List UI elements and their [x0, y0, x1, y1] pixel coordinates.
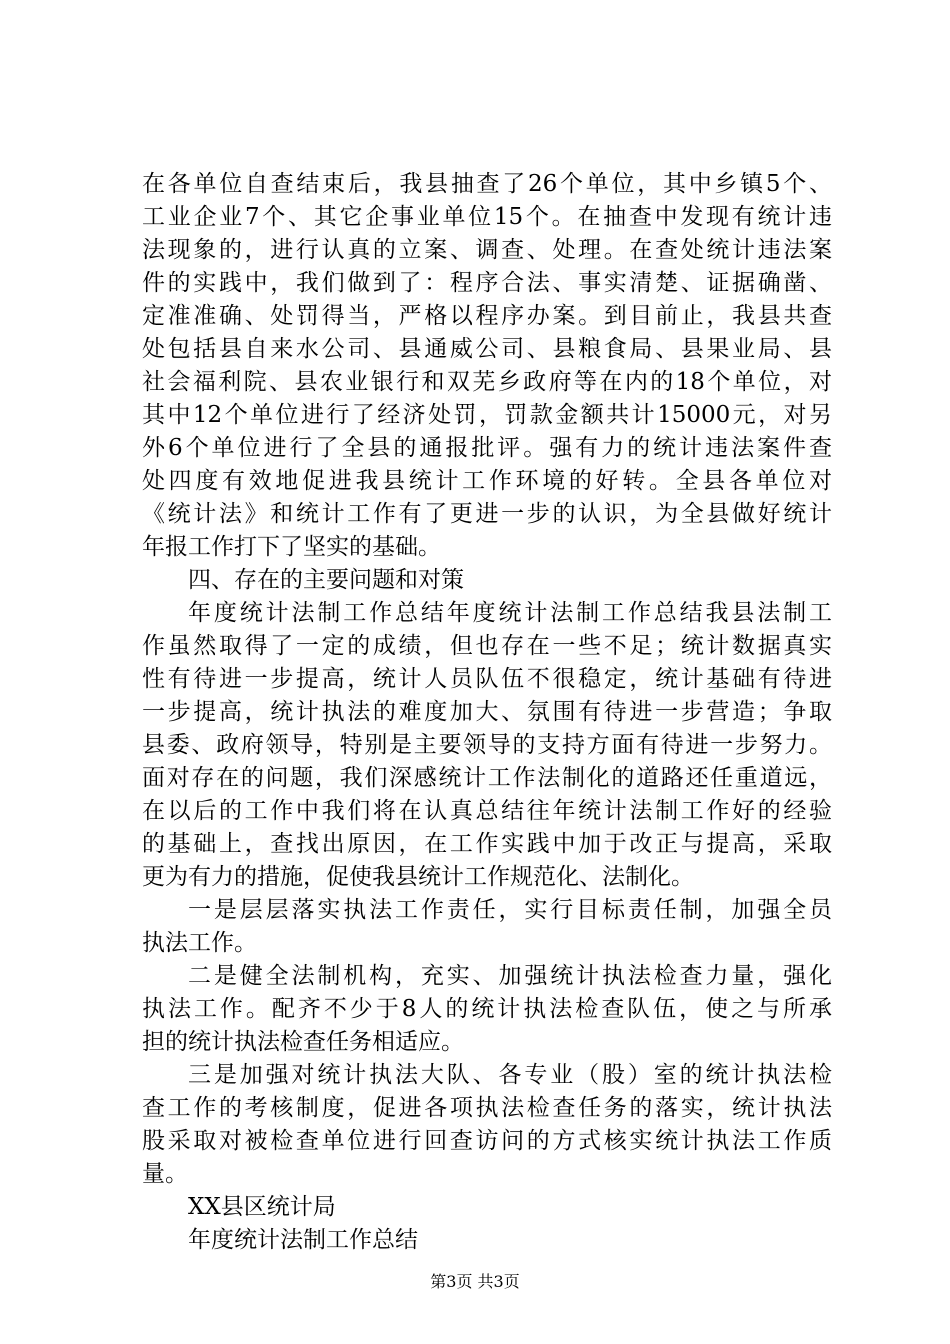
page-footer: 第3页 共3页 — [430, 1272, 520, 1291]
text-line: 外6个单位进行了全县的通报批评。强有力的统计违法案件查 — [142, 435, 832, 461]
text-line: 法现象的，进行认真的立案、调查、处理。在查处统计违法案 — [142, 237, 832, 263]
text-line: 年度统计法制工作总结年度统计法制工作总结我县法制工 — [188, 600, 832, 626]
text-line: 执法工作。 — [142, 930, 257, 956]
text-line: 的基础上，查找出原因，在工作实践中加于改正与提高，采取 — [142, 831, 832, 857]
text-line: 处四度有效地促进我县统计工作环境的好转。全县各单位对 — [142, 468, 832, 494]
text-line: 其中12个单位进行了经济处罚，罚款金额共计15000元，对另 — [142, 402, 832, 428]
text-line: 一步提高，统计执法的难度加大、氛围有待进一步营造；争取 — [142, 699, 832, 725]
text-line: 工业企业7个、其它企事业单位15个。在抽查中发现有统计违 — [142, 204, 832, 230]
text-line: 面对存在的问题，我们深感统计工作法制化的道路还任重道远， — [142, 765, 832, 791]
text-line: 三是加强对统计执法大队、各专业（股）室的统计执法检 — [188, 1062, 832, 1088]
text-line: 《统计法》和统计工作有了更进一步的认识，为全县做好统计 — [142, 501, 832, 527]
signature-org: XX县区统计局 — [188, 1194, 336, 1220]
text-line: 担的统计执法检查任务相适应。 — [142, 1029, 464, 1055]
text-line: 定准准确、处罚得当，严格以程序办案。到目前止，我县共查 — [142, 303, 832, 329]
text-line: 年报工作打下了坚实的基础。 — [142, 534, 441, 560]
signature-title: 年度统计法制工作总结 — [188, 1227, 418, 1253]
text-line: 县委、政府领导，特别是主要领导的支持方面有待进一步努力。 — [142, 732, 832, 758]
text-line: 作虽然取得了一定的成绩，但也存在一些不足；统计数据真实 — [142, 633, 832, 659]
text-line: 处包括县自来水公司、县通威公司、县粮食局、县果业局、县 — [142, 336, 832, 362]
document-body — [142, 168, 832, 1257]
text-line: 股采取对被检查单位进行回查访问的方式核实统计执法工作质 — [142, 1128, 832, 1154]
text-line: 量。 — [142, 1161, 188, 1187]
text-line: 二是健全法制机构，充实、加强统计执法检查力量，强化 — [188, 963, 832, 989]
text-line: 在以后的工作中我们将在认真总结往年统计法制工作好的经验 — [142, 798, 832, 824]
text-line: 执法工作。配齐不少于8人的统计执法检查队伍，使之与所承 — [142, 996, 832, 1022]
text-line: 社会福利院、县农业银行和双芜乡政府等在内的18个单位，对 — [142, 369, 832, 395]
section-heading: 四、存在的主要问题和对策 — [188, 567, 464, 593]
text-line: 在各单位自查结束后，我县抽查了26个单位，其中乡镇5个、 — [142, 171, 832, 197]
text-line: 件的实践中，我们做到了：程序合法、事实清楚、证据确凿、 — [142, 270, 832, 296]
text-line: 查工作的考核制度，促进各项执法检查任务的落实，统计执法 — [142, 1095, 832, 1121]
text-line: 一是层层落实执法工作责任，实行目标责任制，加强全员 — [188, 897, 832, 923]
text-line: 性有待进一步提高，统计人员队伍不很稳定，统计基础有待进 — [142, 666, 832, 692]
text-line: 更为有力的措施，促使我县统计工作规范化、法制化。 — [142, 864, 694, 890]
